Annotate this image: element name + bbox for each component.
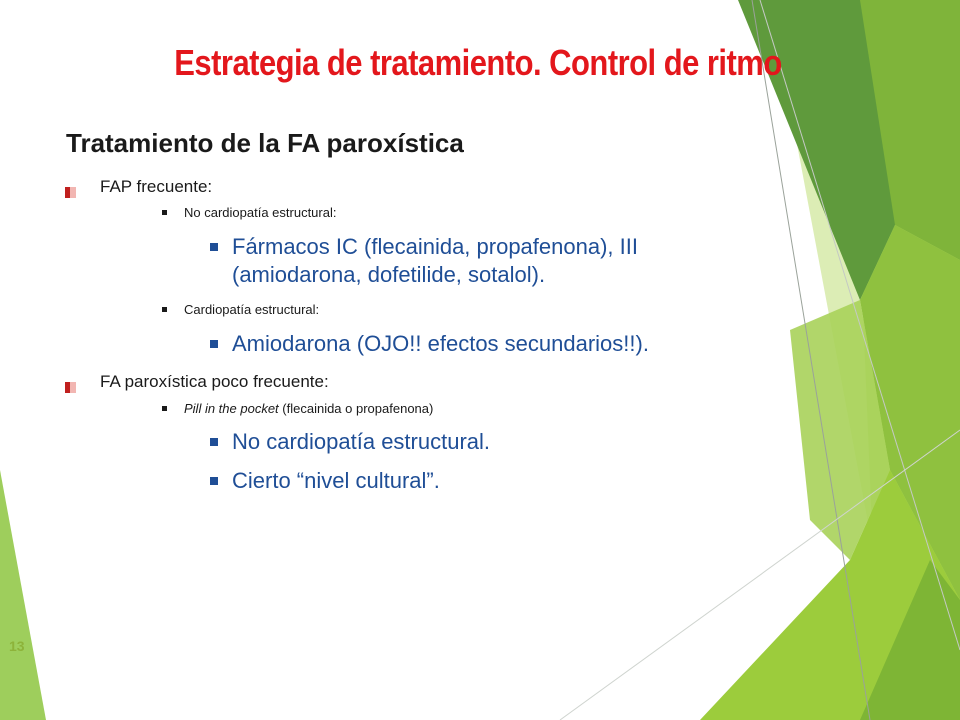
bullet-cardiopatia [184, 301, 319, 319]
pill-in-pocket-italic: Pill in the pocket [184, 401, 279, 416]
bullet-no-cardiopatia-text: No cardiopatía estructural: [184, 205, 337, 220]
square-bullet-icon [210, 438, 218, 446]
square-bullet-icon [162, 406, 167, 411]
bullet-fap-frecuente-text: FAP frecuente: [100, 177, 213, 196]
bullet-amiodarona [232, 330, 649, 358]
slide-title: Estrategia de tratamiento. Control de ritmo [174, 42, 782, 83]
bullet-farmacos [232, 233, 908, 289]
bullet-cardiopatia-text: Cardiopatía estructural: [184, 302, 320, 317]
bullet-nivel-cultural-text: Cierto “nivel cultural”. [232, 468, 440, 493]
bullet-no-cardiopatia-req [232, 428, 490, 456]
bullet-marker-icon [65, 377, 76, 388]
square-bullet-icon [162, 307, 167, 312]
slide-subtitle: Tratamiento de la FA paroxística [66, 128, 464, 158]
bullet-fa-poco-frecuente [100, 371, 329, 393]
bullet-nivel-cultural [232, 467, 440, 495]
bullet-fa-poco-frecuente-text: FA paroxística poco frecuente: [100, 372, 329, 391]
bullet-no-cardiopatia-req-text: No cardiopatía estructural. [232, 429, 491, 454]
bullet-pill-in-pocket [184, 400, 433, 418]
farmacos-line-2: (amiodarona, dofetilide, sotalol). [232, 262, 546, 287]
bullet-marker-icon [65, 182, 76, 193]
left-green-stripe [0, 470, 46, 720]
square-bullet-icon [210, 340, 218, 348]
bullet-amiodarona-text: Amiodarona (OJO!! efectos secundarios!!). [232, 331, 649, 356]
farmacos-line-1: Fármacos IC (flecainida, propafenona), III [232, 234, 638, 259]
square-bullet-icon [210, 477, 218, 485]
bullet-no-cardiopatia [184, 204, 336, 222]
pill-in-pocket-rest: (flecainida o propafenona) [278, 401, 434, 416]
square-bullet-icon [210, 243, 218, 251]
bullet-fap-frecuente [100, 176, 212, 198]
slide-number: 13 [9, 638, 25, 654]
square-bullet-icon [162, 210, 167, 215]
